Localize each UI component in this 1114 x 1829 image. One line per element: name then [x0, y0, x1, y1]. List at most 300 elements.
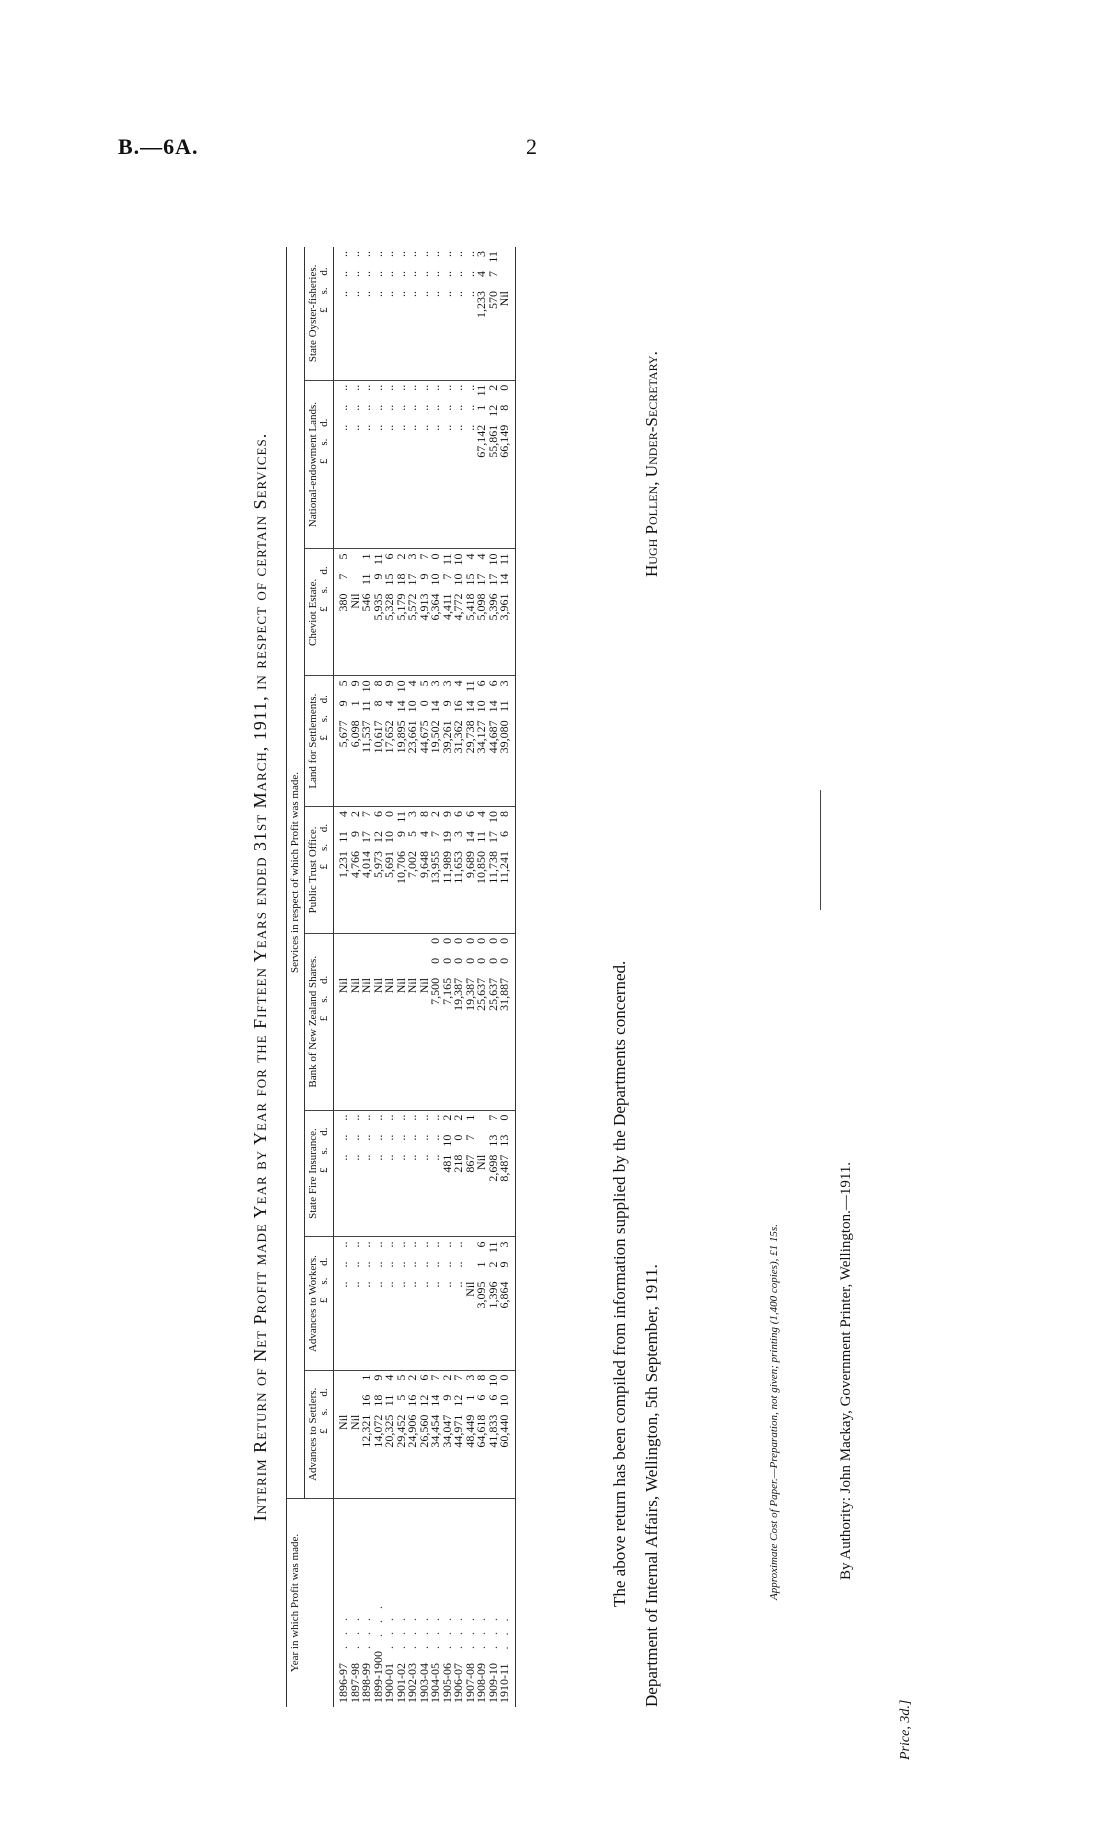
unit-label: s. [318, 1147, 330, 1155]
leader-dots: . . . [405, 1614, 419, 1649]
unit-label: £ [318, 1015, 330, 1022]
pence-value: 1 [462, 1114, 477, 1121]
shillings-value: .. [347, 1134, 362, 1141]
pounds-value: 44,687 [485, 720, 500, 754]
shillings-value: .. [428, 404, 442, 411]
pence-value: 2 [428, 811, 442, 817]
pounds-value: 11,989 [439, 851, 454, 884]
pounds-value: 25,637 [485, 977, 500, 1011]
pounds-value: 4,913 [416, 593, 431, 621]
value-cell [453, 247, 465, 380]
shillings-value: .. [462, 404, 477, 411]
value-cell [485, 247, 500, 380]
currency-units [319, 680, 330, 802]
pence-value: 7 [359, 811, 373, 817]
shillings-value: 4 [416, 831, 431, 837]
value-cell [334, 933, 350, 1110]
shillings-value: 13 [497, 1134, 511, 1147]
table-row [430, 247, 442, 1707]
pence-value: .. [393, 384, 408, 391]
shillings-value: 17 [359, 831, 373, 843]
pence-value: 11 [474, 384, 488, 397]
shillings-value: 14 [462, 700, 477, 713]
pounds-value: 6,098 [347, 720, 362, 748]
shillings-value: .. [336, 1261, 350, 1268]
pence-value: .. [428, 251, 442, 257]
pence-value: 6 [462, 811, 477, 817]
shillings-value: 0 [451, 1134, 465, 1141]
pounds-value: 64,618 [474, 1414, 488, 1448]
pounds-value: 19,502 [428, 720, 442, 754]
shillings-value: 8 [370, 700, 385, 707]
pounds-value: .. [439, 424, 454, 431]
shillings-value: 4 [382, 700, 396, 707]
value-cell [361, 1110, 373, 1237]
pounds-value: 24,906 [405, 1414, 419, 1448]
pounds-value: .. [462, 424, 477, 431]
pounds-value: .. [416, 291, 431, 297]
unit-label: s. [318, 843, 330, 851]
shillings-value: .. [336, 404, 350, 411]
pounds-value: Nil [370, 977, 385, 994]
pounds-value: .. [428, 291, 442, 297]
shillings-value: 15 [462, 573, 477, 586]
value-cell [361, 933, 373, 1110]
pounds-value: Nil [416, 977, 431, 994]
shillings-value: .. [347, 1261, 362, 1268]
pounds-value: .. [405, 1154, 419, 1161]
pounds-value: 39,261 [439, 720, 454, 754]
pounds-value: 60,440 [497, 1414, 511, 1448]
pence-value: .. [393, 251, 408, 257]
pounds-value: .. [428, 424, 442, 431]
shillings-value: 9 [393, 831, 408, 837]
value-cell [361, 1237, 373, 1370]
pence-value: .. [416, 1241, 431, 1248]
return-title: Interim Return of Net Profit made Year by Year for the Fifteen Years ended 31st March, 1911, in respect of certain Services. [250, 432, 270, 1522]
shillings-value: .. [370, 1134, 385, 1141]
leader-dots: . . . [439, 1614, 454, 1649]
shillings-value: 14 [462, 831, 477, 843]
pence-value: .. [359, 384, 373, 391]
shillings-value: 9 [439, 1394, 454, 1401]
pence-value: 10 [485, 553, 500, 566]
pounds-value: .. [359, 1281, 373, 1288]
pence-value: 8 [474, 1374, 488, 1381]
pence-value: 10 [393, 680, 408, 693]
shillings-value: .. [405, 1134, 419, 1141]
profit-table [286, 247, 516, 1707]
pounds-value: 26,560 [416, 1414, 431, 1448]
shillings-value: .. [370, 271, 385, 277]
value-cell [393, 1110, 408, 1237]
shillings-value: .. [462, 271, 477, 277]
pounds-value: 218 [451, 1154, 465, 1173]
shillings-value: 12 [485, 404, 500, 417]
shillings-value: 14 [428, 1394, 442, 1407]
table-row [499, 247, 515, 1707]
column-header [305, 676, 334, 807]
shillings-value: 14 [393, 700, 408, 713]
pounds-value: .. [382, 1154, 396, 1161]
pounds-value: 44,971 [451, 1414, 465, 1448]
pounds-value: .. [370, 1154, 385, 1161]
printer-imprint: By Authority: John Mackay, Government Printer, Wellington.—1911. [838, 1161, 854, 1580]
year-label: 1898-99 [359, 1663, 373, 1703]
shillings-value: 1 [474, 404, 488, 411]
shillings-value: 8 [497, 404, 511, 411]
pounds-value: Nil [462, 1281, 477, 1297]
shillings-value: 0 [485, 957, 500, 964]
pence-value: 4 [336, 811, 350, 817]
pounds-value: 3,095 [474, 1281, 488, 1309]
shillings-value: .. [451, 1261, 465, 1268]
pounds-value: 5,935 [370, 593, 385, 621]
pounds-value: 17,652 [382, 720, 396, 754]
pounds-value: 5,396 [485, 593, 500, 621]
pounds-value: Nil [347, 1414, 362, 1430]
shillings-value: .. [416, 1261, 431, 1268]
value-cell [430, 1237, 442, 1370]
value-cell [462, 1110, 477, 1237]
pence-value: 3 [474, 251, 488, 257]
unit-label: s. [318, 1408, 330, 1416]
pence-value: 7 [416, 553, 431, 560]
pence-value: 4 [474, 553, 488, 560]
pounds-value: 10,706 [393, 851, 408, 884]
pence-value: .. [416, 384, 431, 391]
shillings-value: .. [451, 404, 465, 411]
shillings-value: 17 [405, 573, 419, 586]
value-cell [384, 247, 396, 380]
year-label: 1902-03 [405, 1663, 419, 1703]
pence-value: 4 [462, 553, 477, 560]
pounds-value: .. [359, 1154, 373, 1161]
pounds-value: .. [428, 1154, 442, 1161]
shillings-value: .. [439, 404, 454, 411]
value-cell [407, 247, 419, 380]
value-cell [347, 247, 362, 380]
unit-label: d. [318, 418, 330, 427]
pence-value: .. [451, 384, 465, 391]
leader-dots: . . . [497, 1614, 511, 1650]
table-body [334, 247, 516, 1707]
year-label: 1897-98 [347, 1663, 362, 1703]
pence-value: .. [439, 251, 454, 257]
shillings-value: 13 [485, 1134, 500, 1147]
year-label: 1900-01 [382, 1663, 396, 1703]
unit-label: £ [318, 735, 330, 741]
leader-dots: . . . [359, 1614, 373, 1649]
pounds-value: 5,677 [336, 720, 350, 748]
pence-value: 10 [485, 1374, 500, 1387]
pence-value: .. [405, 1241, 419, 1248]
pence-value: .. [393, 1114, 408, 1121]
shillings-value: 0 [416, 700, 431, 707]
pounds-value: 66,149 [497, 424, 511, 458]
shillings-value: 9 [347, 831, 362, 837]
shillings-value: 6 [485, 1394, 500, 1401]
shillings-value: 1 [474, 1261, 488, 1268]
shillings-value: 18 [370, 1394, 385, 1407]
pounds-value: 4,772 [451, 593, 465, 621]
shillings-value: .. [336, 271, 350, 277]
unit-label: £ [318, 606, 330, 612]
pence-value: .. [347, 251, 362, 257]
pounds-value: .. [370, 1281, 385, 1288]
pounds-value: 23,661 [405, 720, 419, 754]
column-header-label: State Oyster-fisheries. [307, 264, 319, 363]
unit-label: £ [318, 1167, 330, 1174]
pounds-value: 9,648 [416, 851, 431, 878]
pounds-value: 6,864 [497, 1281, 511, 1309]
pounds-value: 4,766 [347, 851, 362, 878]
unit-label: £ [318, 1297, 330, 1304]
year-label: 1907-08 [462, 1663, 477, 1703]
pounds-value: 11,653 [451, 851, 465, 884]
pence-value: .. [393, 1241, 408, 1248]
value-cell [476, 247, 488, 380]
value-cell [439, 1110, 454, 1237]
value-cell [499, 380, 515, 549]
pounds-value: .. [382, 1281, 396, 1288]
pounds-value: 41,833 [485, 1414, 500, 1448]
pence-value: 9 [370, 1374, 385, 1381]
pounds-value: .. [451, 291, 465, 297]
pence-value: 11 [393, 811, 408, 823]
pounds-value: 1,233 [474, 291, 488, 318]
shillings-value: 0 [462, 957, 477, 964]
value-cell [393, 1237, 408, 1370]
value-cell [499, 549, 515, 676]
pence-value: 11 [485, 1241, 500, 1254]
pence-value: .. [359, 1241, 373, 1248]
unit-label: d. [318, 1127, 330, 1136]
pence-value: .. [370, 384, 385, 391]
signatory: Hugh Pollen, Under-Secretary. [642, 351, 661, 577]
leader-dots: . . . [393, 1614, 408, 1649]
pounds-value: 34,454 [428, 1414, 442, 1448]
value-cell [384, 1110, 396, 1237]
shillings-value: 15 [382, 573, 396, 586]
value-cell [430, 247, 442, 380]
pounds-value: 14,072 [370, 1414, 385, 1448]
leader-dots: . . . [347, 1614, 362, 1649]
pounds-value: 2,698 [485, 1154, 500, 1182]
pence-value: .. [428, 384, 442, 391]
header-year-label: Year in which Profit was made. [289, 1533, 301, 1673]
pence-value: .. [347, 1241, 362, 1248]
value-cell [347, 1110, 362, 1237]
pounds-value: 380 [336, 593, 350, 612]
pounds-value: 48,449 [462, 1414, 477, 1448]
pence-value: 3 [428, 680, 442, 687]
pence-value: .. [336, 251, 350, 257]
pence-value: 0 [497, 937, 511, 944]
pence-value: .. [439, 384, 454, 391]
pounds-value: Nil [405, 977, 419, 994]
pence-value: 5 [336, 680, 350, 687]
pence-value: 6 [416, 1374, 431, 1381]
pence-value: 2 [485, 384, 500, 391]
shillings-value: 7 [336, 573, 350, 580]
pence-value: .. [382, 1114, 396, 1121]
pence-value: .. [336, 1114, 350, 1121]
pounds-value: .. [382, 291, 396, 297]
pounds-value: 29,738 [462, 720, 477, 754]
value-cell [334, 1237, 350, 1370]
shillings-value: 14 [497, 573, 511, 586]
shillings-value: 14 [485, 700, 500, 713]
shillings-value: 0 [439, 957, 454, 964]
pounds-value: Nil [382, 977, 396, 994]
department-line: Department of Internal Affairs, Wellington, 5th September, 1911. [642, 1264, 661, 1707]
shillings-value: .. [393, 404, 408, 411]
column-header [305, 1110, 334, 1237]
shillings-value: .. [428, 1134, 442, 1141]
value-cell [370, 1237, 385, 1370]
pounds-value: .. [336, 424, 350, 431]
shillings-value: 0 [497, 957, 511, 964]
year-label: 1905-06 [439, 1663, 454, 1703]
pence-value: 3 [497, 680, 511, 687]
shillings-value: .. [393, 1261, 408, 1268]
shillings-value: .. [428, 271, 442, 277]
year-label: 1903-04 [416, 1663, 431, 1703]
pounds-value: 11,738 [485, 851, 500, 884]
column-header-label: Cheviot Estate. [307, 578, 319, 646]
shillings-value: 10 [439, 1134, 454, 1147]
value-cell [439, 1237, 454, 1370]
unit-label: d. [318, 566, 330, 575]
pence-value: .. [462, 251, 477, 257]
year-label: 1901-02 [393, 1663, 408, 1703]
column-header [305, 247, 334, 380]
value-cell [407, 933, 419, 1110]
value-cell [453, 1110, 465, 1237]
pence-value: 3 [462, 1374, 477, 1381]
pounds-value: 5,418 [462, 593, 477, 621]
leader-dots: . . . [451, 1614, 465, 1649]
pounds-value: 546 [359, 593, 373, 612]
pounds-value: .. [416, 424, 431, 431]
pence-value: .. [416, 1114, 431, 1121]
column-header-label: National-endowment Lands. [307, 401, 319, 528]
shillings-value: 6 [497, 831, 511, 837]
pounds-value: .. [451, 1281, 465, 1288]
pence-value: 2 [347, 811, 362, 817]
shillings-value: .. [439, 271, 454, 277]
leader-dots: . . . [382, 1614, 396, 1649]
leader-dots: . . . [428, 1614, 442, 1649]
pounds-value: 5,328 [382, 593, 396, 621]
value-cell [334, 1110, 350, 1237]
divider-line [820, 790, 821, 910]
value-cell [384, 1237, 396, 1370]
pence-value: .. [347, 1114, 362, 1121]
column-header [305, 807, 334, 934]
table-row [384, 247, 396, 1707]
shillings-value: 12 [451, 1394, 465, 1407]
pence-value: 0 [451, 937, 465, 944]
footnote: The above return has been compiled from information supplied by the Departments concerned. [610, 960, 629, 1607]
pence-value: 0 [462, 937, 477, 944]
pence-value: 11 [462, 680, 477, 692]
value-cell [370, 247, 385, 380]
table-row [453, 247, 465, 1707]
currency-units [319, 811, 330, 929]
shillings-value: .. [382, 404, 396, 411]
shillings-value: .. [405, 1261, 419, 1268]
pounds-value: 4,014 [359, 851, 373, 878]
pounds-value: .. [393, 1154, 408, 1161]
shillings-value: .. [405, 271, 419, 277]
pounds-value: 11,241 [497, 851, 511, 884]
pounds-value: 8,487 [497, 1154, 511, 1182]
unit-label: £ [318, 863, 330, 870]
pence-value: .. [416, 251, 431, 257]
pounds-value: .. [405, 424, 419, 431]
pence-value: 1 [359, 553, 373, 560]
year-label: 1908-09 [474, 1663, 488, 1703]
header-services-group: Services in respect of which Profit was made. [287, 247, 305, 1499]
pounds-value: .. [393, 424, 408, 431]
pounds-value: 3,961 [497, 593, 511, 621]
pence-value: .. [428, 1114, 442, 1121]
pounds-value: 12,321 [359, 1414, 373, 1448]
currency-units [319, 938, 330, 1106]
pounds-value: 31,887 [497, 977, 511, 1011]
shillings-value: 10 [497, 1394, 511, 1407]
pence-value: 3 [405, 553, 419, 560]
unit-label: s. [318, 287, 330, 295]
value-cell [416, 1237, 431, 1370]
pounds-value: 39,080 [497, 720, 511, 754]
pounds-value: .. [347, 1154, 362, 1161]
year-label: 1896-97 [336, 1663, 350, 1703]
pence-value: .. [439, 1241, 454, 1248]
unit-label: £ [318, 307, 330, 313]
pounds-value: .. [393, 291, 408, 297]
shillings-value: 19 [439, 831, 454, 843]
pounds-value: 10,617 [370, 720, 385, 754]
pence-value: 5 [416, 680, 431, 687]
pence-value: 8 [497, 811, 511, 817]
pence-value: 6 [451, 811, 465, 817]
pounds-value: .. [405, 291, 419, 297]
pounds-value: 570 [485, 291, 500, 309]
pounds-value: 5,973 [370, 851, 385, 878]
currency-units [319, 251, 330, 376]
pence-value: 6 [474, 1241, 488, 1248]
unit-label: d. [318, 267, 330, 276]
pence-value: 3 [497, 1241, 511, 1248]
shillings-value: 10 [428, 573, 442, 586]
value-cell [439, 247, 454, 380]
pounds-value: .. [416, 1281, 431, 1288]
shillings-value: .. [439, 1261, 454, 1268]
table-row [396, 247, 408, 1707]
shillings-value: 4 [474, 271, 488, 277]
pounds-value: Nil [393, 977, 408, 994]
pence-value: 7 [485, 1114, 500, 1121]
pounds-value: 5,572 [405, 593, 419, 621]
value-cell [347, 1237, 362, 1370]
pounds-value: Nil [347, 593, 362, 609]
pounds-value: 31,362 [451, 720, 465, 754]
column-header-label: Public Trust Office. [307, 826, 319, 914]
shillings-value: 17 [474, 573, 488, 586]
